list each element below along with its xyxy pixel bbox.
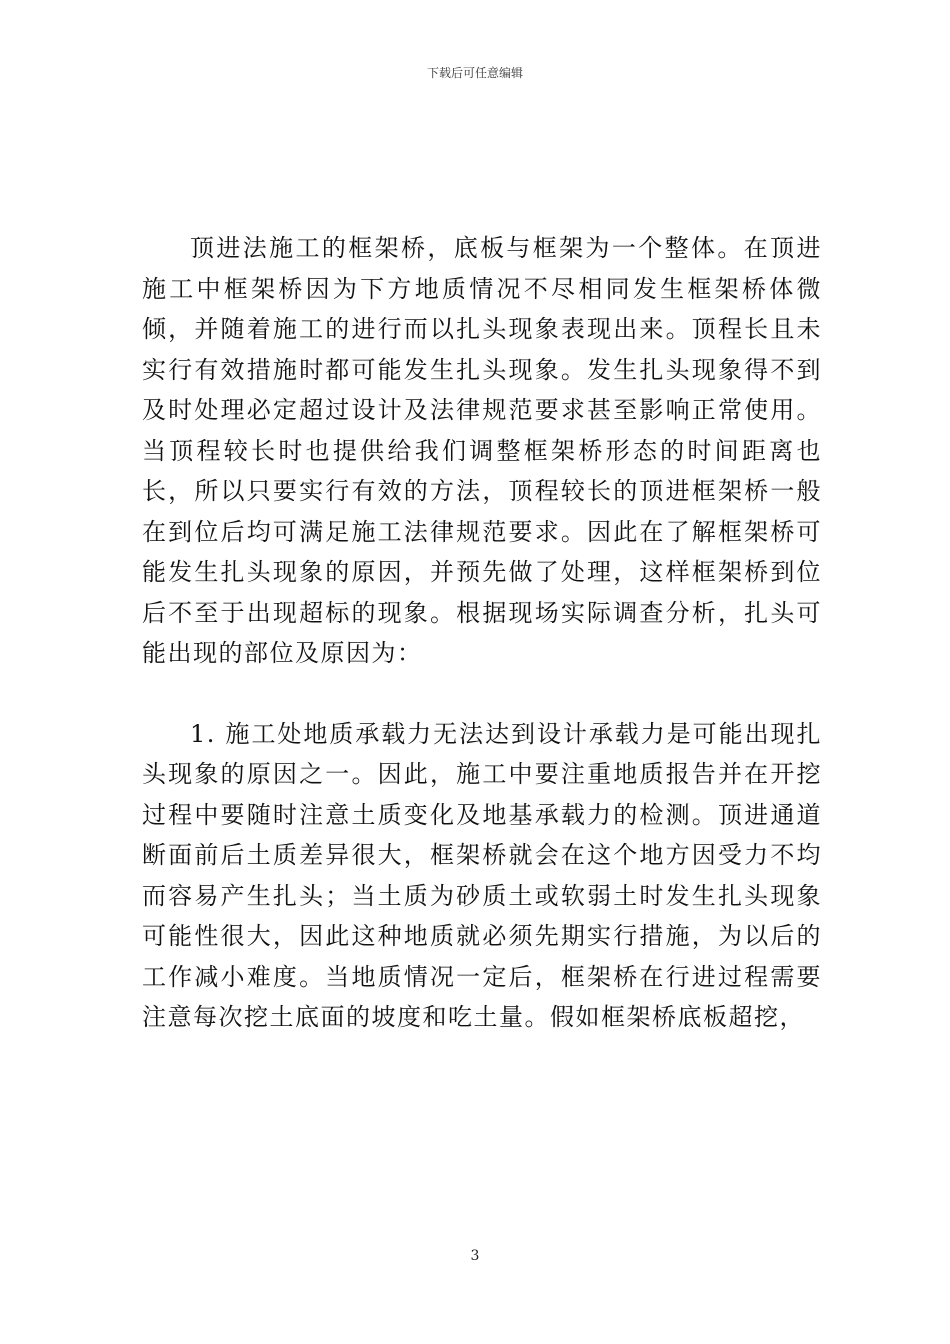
document-body: [142, 228, 822, 1038]
body-paragraph-2: 1. 施工处地质承载力无法达到设计承载力是可能出现扎头现象的原因之一。因此，施工中要注重地质报告并在开挖过程中要随时注意土质变化及地基承载力的检测。顶进通道断面前后土质差异很大，框架桥就会在这个地方因受力不均而容易产生扎头；当土质为砂质土或软弱土时发生扎头现象可能性很大，因此这种地质就必须先期实行措施，为以后的工作减小难度。当地质情况一定后，框架桥在行进过程需要注意每次挖土底面的坡度和吃土量。假如框架桥底板超挖，: [142, 719, 822, 1031]
page-number: 3: [470, 1248, 480, 1264]
page-header: 下载后可任意编辑: [426, 66, 523, 80]
body-paragraph-1: 顶进法施工的框架桥，底板与框架为一个整体。在顶进施工中框架桥因为下方地质情况不尽相同发生框架桥体微倾，并随着施工的进行而以扎头现象表现出来。顶程长且未实行有效措施时都可能发生扎头现象。发生扎头现象得不到及时处理必定超过设计及法律规范要求甚至影响正常使用。当顶程较长时也提供给我们调整框架桥形态的时间距离也长，所以只要实行有效的方法，顶程较长的顶进框架桥一般在到位后均可满足施工法律规范要求。因此在了解框架桥可能发生扎头现象的原因，并预先做了处理，这样框架桥到位后不至于出现超标的现象。根据现场实际调查分析，扎头可能出现的部位及原因为：: [142, 234, 822, 667]
